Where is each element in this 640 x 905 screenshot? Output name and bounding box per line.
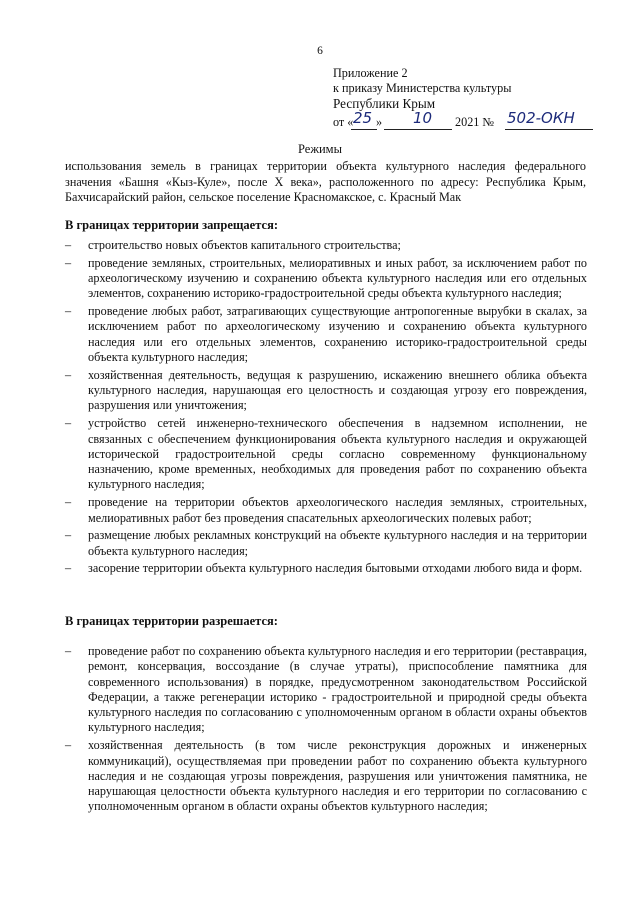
date-month-handwritten: 10 <box>413 109 433 127</box>
dash-bullet: – <box>65 304 72 319</box>
dash-bullet: – <box>65 495 72 510</box>
date-prefix: от « <box>333 115 354 129</box>
document-title: Режимы <box>298 142 342 156</box>
appendix-line-2: к приказу Министерства культуры <box>333 81 512 95</box>
dash-bullet: – <box>65 238 72 252</box>
dash-bullet: – <box>65 416 72 431</box>
date-year-number-label: 2021 № <box>455 115 495 129</box>
list-item: – засорение территории объекта культурного наследия бытовыми отходами любого вида и форм. <box>65 561 583 576</box>
dash-bullet: – <box>65 367 72 382</box>
dash-bullet: – <box>65 255 72 270</box>
dash-bullet: – <box>65 528 72 543</box>
date-close-quote: » <box>376 115 383 129</box>
appendix-line-1: Приложение 2 <box>333 66 408 80</box>
subtitle-line: использования земель в границах территории объекта культурного наследия федерального <box>65 159 586 173</box>
appendix-line-3: Республики Крым <box>333 96 436 111</box>
list-item: – проведение любых работ, затрагивающих существующие антропогенные вырубки в скалах, за исключением работ по археологическому изучению и сохранению объекта культурного наследия или его отдельных элементов, сохранению историко-градостроительной среды объекта культурного наследия; <box>65 304 587 365</box>
date-day-handwritten: 25 <box>353 109 373 127</box>
month-underline <box>384 129 452 130</box>
list-item: – строительство новых объектов капитального строительства; <box>65 238 401 252</box>
list-item: – проведение земляных, строительных, мелиоративных и иных работ, за исключением работ по археологическому изучению и сохранению объекта культурного наследия или его отдельных элементов, сохранению историко-градостроительной среды объекта культурного наследия; <box>65 255 587 301</box>
subtitle-line: Бахчисарайский район, сельское поселение Красномакское, с. Красный Мак <box>65 190 462 204</box>
list-item: – хозяйственная деятельность, ведущая к разрушению, искажению внешнего облика объекта культурного наследия, нарушающая его целостность и создающая угрозу его повреждения, разрушения или уничтожения; <box>65 367 587 413</box>
list-item: – проведение на территории объектов археологического наследия земляных, строительных, мелиоративных работ без проведения спасательных археологических полевых работ; <box>65 495 587 525</box>
prohibited-list <box>65 238 587 579</box>
list-item: – хозяйственная деятельность (в том числе реконструкция дорожных и инженерных коммуникаций), осуществляемая при проведении работ по сохранению объекта культурного наследия и не создающая угрозы повреждения, разрушения или уничтожения памятника, не нарушающая целостности объекта культурного наследия и его территории по согласованию с уполномоченным органом в области охраны объектов культурного наследия; <box>65 738 587 814</box>
dash-bullet: – <box>65 644 72 658</box>
appendix-block <box>333 66 633 130</box>
subtitle-line: значения «Башня «Кыз-Куле», после X века», расположенного по адресу: Республика Крым, <box>65 174 586 189</box>
list-item: – проведение работ по сохранению объекта культурного наследия и его территории (реставрация, ремонт, консервация, воссоздание (в случае утраты), приспособление памятника для современного использования) в порядке, предусмотренном законодательством Российской Федерации, а также регенерации историко - градостроительной и природной среды объекта культурного наследия по согласованию с уполномоченным органом в области охраны объектов культурного наследия; <box>65 644 587 735</box>
dash-bullet: – <box>65 561 72 576</box>
prohibited-heading: В границах территории запрещается: <box>65 218 279 232</box>
page-number: 6 <box>317 45 323 57</box>
document-subtitle <box>65 159 586 206</box>
order-number-handwritten: 502-ОКН <box>507 109 575 127</box>
permitted-list <box>65 644 587 817</box>
day-underline <box>351 129 377 130</box>
permitted-heading: В границах территории разрешается: <box>65 614 278 628</box>
number-underline <box>505 129 593 130</box>
list-item: – размещение любых рекламных конструкций на объекте культурного наследия и на территории объекта культурного наследия; <box>65 528 587 558</box>
dash-bullet: – <box>65 738 72 753</box>
order-date-line <box>333 109 633 130</box>
list-item: – устройство сетей инженерно-технического обеспечения в надземном исполнении, не связанных с обеспечением функционирования объекта культурного наследия и окружающей исторической градостроительной среды согласно современному функциональному назначению, кроме временных, необходимых для проведения работ по сохранению объекта культурного наследия; <box>65 416 587 492</box>
